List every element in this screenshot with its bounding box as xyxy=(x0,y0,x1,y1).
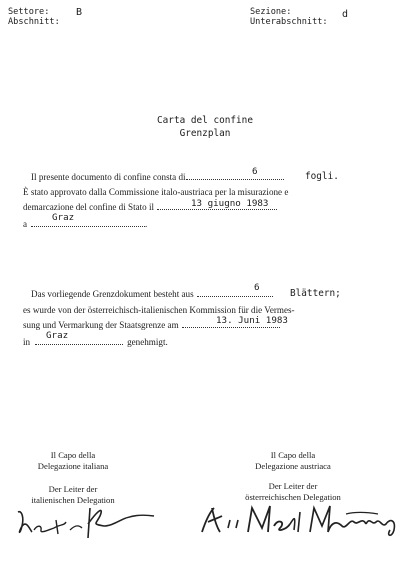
german-line2: es wurde von der österreichisch-italienischen Kommission für die Vermes- xyxy=(23,305,295,315)
italian-line1-post: fogli. xyxy=(305,171,339,182)
german-line1-post: Blättern; xyxy=(290,288,341,299)
italian-line2: È stato approvato dalla Commissione italo-austriaca per la misurazione e xyxy=(23,187,289,197)
sezione-value: d xyxy=(342,9,349,20)
left-sig-line3: Der Leiter der xyxy=(48,484,98,494)
german-line1-pre: Das vorliegende Grenzdokument besteht aus xyxy=(31,289,194,299)
german-line4-post: genehmigt. xyxy=(127,337,168,347)
italian-line4-pre: a xyxy=(23,219,28,229)
italian-line1-pre: Il presente documento di confine consta di xyxy=(31,172,186,182)
dotted-field xyxy=(197,287,273,297)
italian-line3-pre: demarcazione del confine di Stato il xyxy=(23,202,155,212)
sezione-label: Sezione: xyxy=(250,7,292,17)
title-italian: Carta del confine xyxy=(157,115,253,126)
italian-sheets-value: 6 xyxy=(252,166,258,177)
settore-value: B xyxy=(76,7,83,18)
italian-line4-post: . xyxy=(145,219,148,229)
german-line4-pre: in xyxy=(23,337,31,347)
german-line3-pre: sung und Vermarkung der Staatsgrenze am xyxy=(23,320,179,330)
left-sig-line1: Il Capo della xyxy=(50,450,96,460)
german-date-value: 13. Juni 1983 xyxy=(216,315,288,326)
austrian-signature xyxy=(196,496,406,546)
left-sig-line4: italienischen Delegation xyxy=(31,495,115,505)
right-sig-line4: österreichischen Delegation xyxy=(245,492,341,502)
title-german: Grenzplan xyxy=(179,128,231,139)
dotted-field xyxy=(186,170,284,180)
italian-place-value: Graz xyxy=(52,212,75,223)
abschnitt-label: Abschnitt: xyxy=(8,17,60,27)
right-sig-line2: Delegazione austriaca xyxy=(255,461,331,471)
right-sig-line3: Der Leiter der xyxy=(268,481,318,491)
italian-signature xyxy=(8,490,168,550)
right-sig-line1: Il Capo della xyxy=(270,450,316,460)
settore-label: Settore: xyxy=(8,7,50,17)
dotted-field xyxy=(31,217,148,229)
left-sig-line2: Delegazione italiana xyxy=(37,461,109,471)
italian-date-value: 13 giugno 1983 xyxy=(191,198,269,209)
german-sheets-value: 6 xyxy=(254,282,260,293)
german-place-value: Graz xyxy=(46,330,69,341)
unterabschnitt-label: Unterabschnitt: xyxy=(250,17,328,27)
